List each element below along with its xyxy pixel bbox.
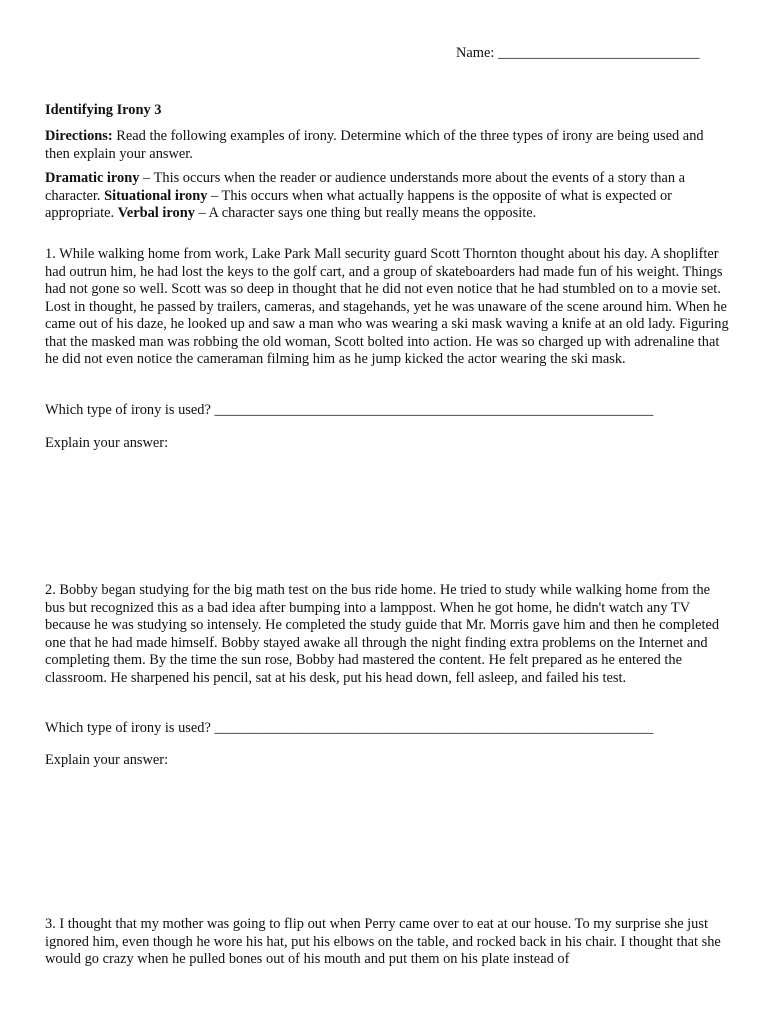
irony-definitions — [45, 170, 730, 223]
dramatic-irony-label: Dramatic irony — [45, 170, 140, 186]
name-field-label: Name: ____________________________ — [456, 45, 700, 61]
dramatic-irony-text: – This occurs when the reader or audience understands more about the events of a story than a character. — [45, 170, 686, 204]
directions-text: Read the following examples of irony. Determine which of the three types of irony are being used and then explain your answer. — [45, 128, 704, 162]
verbal-irony-label: Verbal irony — [117, 205, 195, 221]
question-3-passage: 3. I thought that my mother was going to flip out when Perry came over to eat at our house. To my surprise she just ignored him, even though he wore his hat, put his elbows on the table, and rocked back in his chair. I thought that she would go crazy when he pulled bones out of his mouth and put them on his plate instead of — [45, 916, 721, 967]
question-1-explain-prompt: Explain your answer: — [45, 435, 169, 451]
situational-irony-text: – This occurs when what actually happens is the opposite of what is expected or appropriate. — [45, 187, 672, 221]
question-2-irony-type-prompt: Which type of irony is used? _____________________________________________________________ — [45, 720, 654, 736]
directions — [45, 128, 730, 163]
directions-label: Directions: — [45, 128, 113, 144]
worksheet-title: Identifying Irony 3 — [45, 102, 162, 118]
question-2-passage: 2. Bobby began studying for the big math test on the bus ride home. He tried to study while walking home from the bus but recognized this as a bad idea after bumping into a lamppost. When he got home, he didn't watch any TV because he was studying so intensely. He completed the study guide that Mr. Morris gave him and then he completed one that he had made himself. Bobby stayed awake all through the night finding extra problems on the Internet and completing them. By the time the sun rose, Bobby had mastered the content. He felt prepared as he entered the classroom. He sharpened his pencil, sat at his desk, put his head down, fell asleep, and failed his test. — [45, 582, 720, 686]
question-1-irony-type-prompt: Which type of irony is used? _____________________________________________________________ — [45, 402, 654, 418]
question-1-passage: 1. While walking home from work, Lake Park Mall security guard Scott Thornton thought about his day. A shoplifter had outrun him, he had lost the keys to the golf cart, and a group of skateboarders had made fun of his weight. Things had not gone so well. Scott was so deep in thought that he did not even notice that he had stumbled on to a movie set. Lost in thought, he passed by trailers, cameras, and stagehands, yet he was unaware of the scene around him. When he came out of his daze, he looked up and saw a man who was wearing a ski mask waving a knife at an old lady. Figuring that the masked man was robbing the old woman, Scott bolted into action. He was so charged up with adrenaline that he did not even notice the cameraman filming him as he jump kicked the actor wearing the ski mask. — [45, 246, 729, 367]
verbal-irony-text: – A character says one thing but really means the opposite. — [194, 205, 537, 221]
situational-irony-label: Situational irony — [104, 187, 208, 204]
question-2-explain-prompt: Explain your answer: — [45, 752, 169, 768]
